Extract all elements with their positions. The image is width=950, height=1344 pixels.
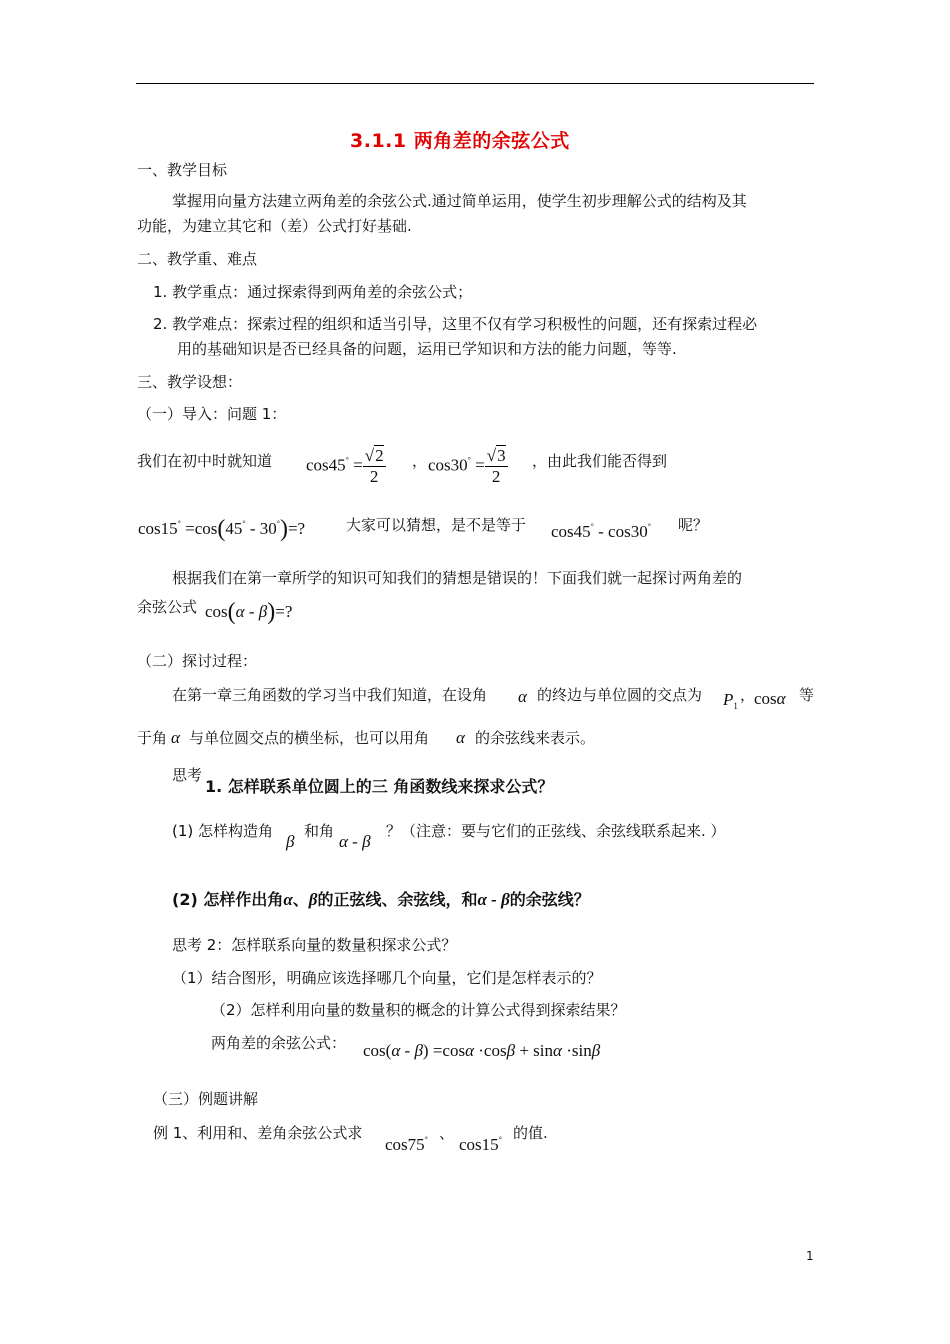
example1-text-c: 的值. xyxy=(513,1124,548,1142)
known-tail: ，由此我们能否得到 xyxy=(532,452,668,470)
alpha-symbol-4: α xyxy=(283,890,293,909)
q1-text-b: 和角 xyxy=(304,822,335,840)
think1-label: 思考 xyxy=(172,766,203,784)
comma-1: ， xyxy=(412,452,428,470)
known-text: 我们在初中时就知道 xyxy=(137,452,273,470)
explore2-text-b: 与单位圆交点的横坐标，也可以用角 xyxy=(189,729,430,747)
section-heading-design: 三、教学设想： xyxy=(137,373,243,391)
page-number: 1 xyxy=(806,1249,814,1263)
section-heading-objectives: 一、教学目标 xyxy=(137,161,228,179)
cos75-expr: cos75° xyxy=(385,1135,428,1154)
q1-text-a: (1) 怎样构造角 xyxy=(172,822,274,840)
alpha-symbol-3: α xyxy=(456,728,465,747)
q2-line xyxy=(172,889,590,911)
think2-step-1: （1）结合图形，明确应该选择哪几个向量，它们是怎样表示的？ xyxy=(172,969,602,987)
guess-tail: 呢？ xyxy=(678,516,709,534)
explore2-text-c: 的余弦线来表示。 xyxy=(475,729,596,747)
explore2-text-a: 于角 xyxy=(137,729,168,747)
example1-text-a: 例 1、利用和、差角余弦公式求 xyxy=(153,1124,363,1142)
q1-text-c: ？（注意：要与它们的正弦线、余弦线联系起来. ） xyxy=(386,822,726,840)
cos45-equation: cos45° = $\frac{√2}{2}$ xyxy=(306,446,384,486)
example1-text-b: 、 xyxy=(439,1124,455,1142)
alpha-minus-beta-2: α - β xyxy=(477,890,510,909)
q2-text-c: 的正弦线、余弦线，和 xyxy=(317,890,478,909)
part3-heading: （三）例题讲解 xyxy=(153,1090,259,1108)
page-title: 3.1.1 两角差的余弦公式 xyxy=(350,130,570,152)
objectives-line-1: 掌握用向量方法建立两角差的余弦公式.通过简单运用，使学生初步理解公式的结构及其 xyxy=(172,192,747,210)
explore-text-c: ， xyxy=(740,686,756,704)
cosine-difference-formula: cos(α - β) =cosα ·cosβ + sinα ·sinβ xyxy=(363,1041,601,1060)
think2: 思考 2：怎样联系向量的数量积探求公式？ xyxy=(172,936,457,954)
explore-text-b: 的终边与单位圆的交点为 xyxy=(537,686,703,704)
p1-symbol: $P_1$ xyxy=(723,690,738,711)
cos-alpha-1: cosα xyxy=(754,689,786,708)
alpha-minus-beta-1: α - β xyxy=(339,832,371,851)
q2-text-a: (2) 怎样作出角 xyxy=(172,890,284,909)
think2-step-2: （2）怎样利用向量的数量积的概念的计算公式得到探索结果？ xyxy=(211,1001,626,1019)
q2-text-d: 的余弦线？ xyxy=(509,890,590,909)
alpha-symbol-1: α xyxy=(518,687,527,706)
beta-symbol-1: β xyxy=(286,832,295,851)
cos-alpha-minus-beta: cos(α - β)=? xyxy=(205,599,293,625)
key-point-2-line-1: 2. 教学难点：探索过程的组织和适当引导，这里不仅有学习积极性的问题，还有探索过程必 xyxy=(153,315,758,333)
header-rule xyxy=(136,83,814,84)
explore-text-d: 等 xyxy=(799,686,815,704)
explore-text-a: 在第一章三角函数的学习当中我们知道，在设角 xyxy=(172,686,488,704)
objectives-line-2: 功能，为建立其它和（差）公式打好基础. xyxy=(137,217,412,235)
q2-text-b: 、 xyxy=(292,890,309,909)
part1-heading: （一）导入：问题 1： xyxy=(137,405,287,423)
key-point-2-line-2: 用的基础知识是否已经具备的问题，运用已学知识和方法的能力问题，等等. xyxy=(177,340,677,358)
beta-symbol-2: β xyxy=(308,890,318,909)
wrong-line-2: 余弦公式 xyxy=(137,598,198,616)
cos45-minus-cos30: cos45° - cos30° xyxy=(551,522,651,541)
alpha-symbol-2: α xyxy=(171,728,180,747)
cos15-question: cos15° =cos(45° - 30°)=? xyxy=(138,516,306,542)
part2-heading: （二）探讨过程： xyxy=(137,652,258,670)
guess-text: 大家可以猜想，是不是等于 xyxy=(346,516,527,534)
cos30-equation: cos30° = $\frac{√3}{2}$ xyxy=(428,446,506,486)
think1-question: 1. 怎样联系单位圆上的三 角函数线来探求公式？ xyxy=(205,777,554,796)
formula-label: 两角差的余弦公式： xyxy=(211,1034,347,1052)
section-heading-key-points: 二、教学重、难点 xyxy=(137,250,258,268)
cos15-expr: cos15° xyxy=(459,1135,502,1154)
key-point-1: 1. 教学重点：通过探索得到两角差的余弦公式； xyxy=(153,283,473,301)
wrong-line-1: 根据我们在第一章所学的知识可知我们的猜想是错误的！下面我们就一起探讨两角差的 xyxy=(172,569,743,587)
